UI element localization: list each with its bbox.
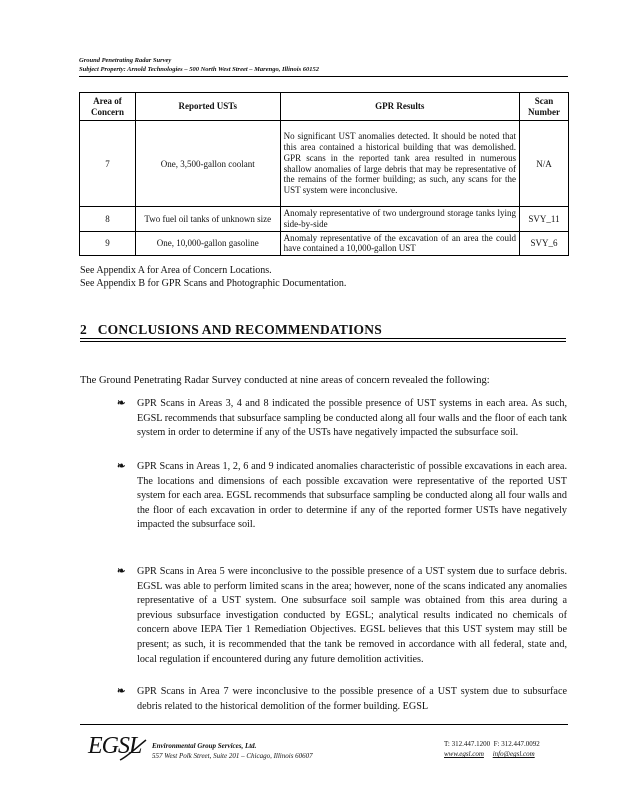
footer-company-name: Environmental Group Services, Ltd. bbox=[152, 742, 257, 750]
column-header-usts: Reported USTs bbox=[135, 93, 280, 121]
fleuron-bullet-icon: ❧ bbox=[117, 566, 126, 577]
bullet-text: GPR Scans in Areas 1, 2, 6 and 9 indicated anomalies characteristic of possible excavations in each area. The locations and dimensions of each possible excavation were representative of the reported UST system for each area. EGSL recommends that subsurface sampling be conducted along all four walls and the floor of each excavation in order to determine if any of the reported former USTs have negatively impacted the subsurface soil. bbox=[137, 461, 567, 531]
cell-usts: One, 10,000-gallon gasoline bbox=[135, 231, 280, 256]
footer-email-link[interactable]: info@egsl.com bbox=[492, 750, 535, 758]
cell-results: No significant UST anomalies detected. It should be noted that this area contained a historical building that was demolished. GPR scans in the reported tank area resulted in numerous shallow anomalies of large debris that may be representative of the remains of the former building; as such, any scans for the UST system were inconclusive. bbox=[280, 121, 519, 207]
section-rule bbox=[80, 338, 566, 339]
section-rule bbox=[80, 341, 566, 342]
section-number: 2 bbox=[80, 322, 87, 337]
header-report-title: Ground Penetrating Radar Survey bbox=[79, 57, 172, 64]
section-intro: The Ground Penetrating Radar Survey conducted at nine areas of concern revealed the following: bbox=[80, 375, 490, 386]
bullet-text: GPR Scans in Area 7 were inconclusive to the possible presence of a UST system due to subsurface debris related to the historical demolition of the former building. EGSL bbox=[137, 686, 567, 712]
table-row bbox=[80, 207, 569, 232]
cell-area: 7 bbox=[80, 121, 136, 207]
fleuron-bullet-icon: ❧ bbox=[117, 686, 126, 697]
table-row bbox=[80, 231, 569, 256]
list-item bbox=[117, 685, 567, 714]
cell-results: Anomaly representative of two underground storage tanks lying side-by-side bbox=[280, 207, 519, 232]
section-title: CONCLUSIONS AND RECOMMENDATIONS bbox=[97, 322, 382, 337]
footer-phone-line bbox=[444, 740, 540, 748]
cell-scan: SVY_6 bbox=[520, 231, 569, 256]
appendix-note: See Appendix B for GPR Scans and Photographic Documentation. bbox=[80, 278, 347, 289]
footer-fax: F: 312.447.0092 bbox=[493, 740, 540, 748]
column-header-scan: Scan Number bbox=[520, 93, 569, 121]
fleuron-bullet-icon: ❧ bbox=[117, 461, 126, 472]
table-header-row bbox=[80, 93, 569, 121]
cell-area: 9 bbox=[80, 231, 136, 256]
bullet-text: GPR Scans in Areas 3, 4 and 8 indicated the possible presence of UST systems in each area. As such, EGSL recommends that subsurface sampling be conducted along all four walls and the floor of each tank system in order to determine if any of the USTs have negatively impacted the subsurface soil. bbox=[137, 398, 567, 439]
bullet-text: GPR Scans in Area 5 were inconclusive to the possible presence of a UST system due to surface debris. EGSL was able to perform limited scans in the area; however, none of the scans indicated any anomalies representative of a UST system. One subsurface soil sample was obtained from this area during a previous subsurface investigation conducted by EGSL; analytical results indicated no chemicals of concern above IEPA Tier 1 Remediation Objectives. EGSL believes that this UST system may still be present; as such, it is recommended that the tank be removed in accordance with all federal, state and, local regulation if encountered during any future demolition activities. bbox=[137, 566, 567, 665]
list-item bbox=[117, 565, 567, 667]
cell-usts: Two fuel oil tanks of unknown size bbox=[135, 207, 280, 232]
cell-scan: SVY_11 bbox=[520, 207, 569, 232]
cell-results: Anomaly representative of the excavation of an area the could have contained a 10,000-gallon UST bbox=[280, 231, 519, 256]
footer-web-line bbox=[444, 750, 535, 758]
cell-scan: N/A bbox=[520, 121, 569, 207]
list-item bbox=[117, 460, 567, 533]
column-header-area: Area of Concern bbox=[80, 93, 136, 121]
section-heading bbox=[80, 322, 382, 338]
footer-website-link[interactable]: www.egsl.com bbox=[444, 750, 484, 758]
list-item bbox=[117, 397, 567, 441]
ust-results-table bbox=[79, 92, 569, 256]
cell-usts: One, 3,500-gallon coolant bbox=[135, 121, 280, 207]
fleuron-bullet-icon: ❧ bbox=[117, 398, 126, 409]
appendix-note: See Appendix A for Area of Concern Locations. bbox=[80, 265, 272, 276]
header-subject-property: Subject Property: Arnold Technologies – 500 North West Street – Marengo, Illinois 60152 bbox=[79, 66, 319, 73]
company-logo: EGSL bbox=[88, 733, 142, 759]
footer-rule bbox=[80, 724, 568, 725]
logo-swoosh-icon bbox=[118, 738, 148, 762]
footer-phone: T: 312.447.1200 bbox=[444, 740, 491, 748]
header-rule bbox=[79, 76, 568, 77]
cell-area: 8 bbox=[80, 207, 136, 232]
table-row bbox=[80, 121, 569, 207]
column-header-results: GPR Results bbox=[280, 93, 519, 121]
footer-address: 557 West Polk Street, Suite 201 – Chicago, Illinois 60607 bbox=[152, 752, 313, 760]
